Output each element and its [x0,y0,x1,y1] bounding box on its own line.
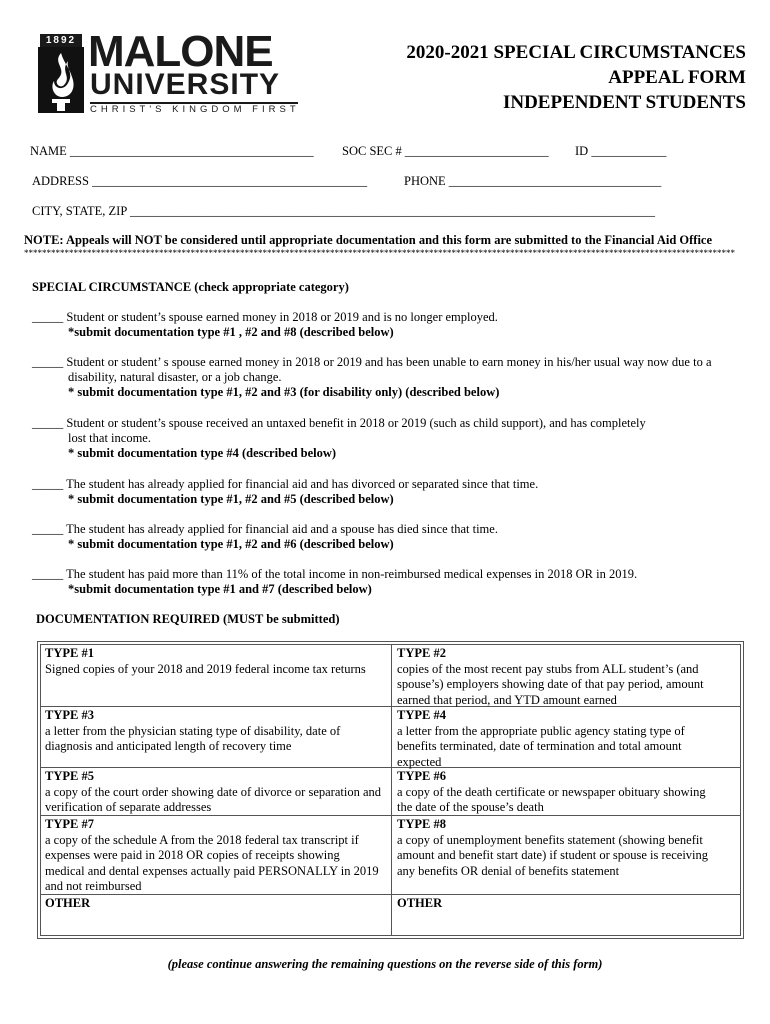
option-documentation: * submit documentation type #1, #2 and #6 (described below) [68,537,394,551]
continue-note: (please continue answering the remaining questions on the reverse side of this form) [167,957,603,971]
doc-type-text: Signed copies of your 2018 and 2019 federal income tax returns [45,661,366,676]
doc-type-text: verification of separate addresses [45,800,212,814]
torch-icon [38,47,84,113]
doc-type-text: any benefits OR denial of benefits statement [397,863,620,878]
option-text: _____ Student or student’s spouse earned money in 2018 or 2019 and is no longer employed. [32,310,498,324]
option-text: _____ The student has already applied for financial aid and a spouse has died since that time. [32,522,498,536]
option-documentation: * submit documentation type #4 (described below) [68,446,337,460]
doc-type-label: TYPE #4 [397,708,446,722]
table-row-divider [41,706,391,707]
documentation-table [37,641,744,939]
doc-type-text: benefits terminated, date of termination and total amount [397,739,682,753]
doc-type-label: TYPE #1 [45,646,94,660]
option-documentation: * submit documentation type #1, #2 and #3 (for disability only) (described below) [68,385,500,399]
doc-type-label: TYPE #8 [397,817,446,831]
doc-type-label: TYPE #5 [45,769,94,783]
doc-type-5 [45,769,389,816]
logo-tagline: CHRIST'S KINGDOM FIRST [90,104,300,115]
doc-type-6 [397,769,737,816]
doc-type-text: a letter from the physician stating type of disability, date of [45,723,341,738]
doc-type-text: expected [397,754,442,769]
doc-type-text: and not reimbursed [45,879,142,893]
special-circumstance-heading: SPECIAL CIRCUMSTANCE (check appropriate category) [32,280,349,294]
logo-wordmark-university: UNIVERSITY [90,68,281,101]
city-state-zip-field[interactable]: CITY, STATE, ZIP ____________________________________________________________________________________ [32,204,655,218]
doc-type-label: TYPE #7 [45,817,94,831]
doc-type-text: copies of the most recent pay stubs from ALL student’s (and [397,661,699,676]
option-text: _____ The student has paid more than 11% of the total income in non-reimbursed medical expenses in 2018 OR in 2019. [32,567,638,581]
doc-type-text: medical and dental expenses actually paid PERSONALLY in 2019 [45,863,379,878]
option-unable-to-earn[interactable] [32,355,732,400]
form-title [406,40,746,115]
doc-type-label: OTHER [397,896,443,910]
doc-type-label: TYPE #6 [397,769,446,783]
doc-type-7 [45,817,389,895]
doc-type-other-right [397,896,737,912]
option-spouse-died[interactable] [32,522,732,552]
documentation-heading: DOCUMENTATION REQUIRED (MUST be submitted) [36,612,340,626]
option-text: _____ Student or student’ s spouse earned money in 2018 or 2019 and has been unable to earn money in his/her usual way now due to a [32,355,712,369]
phone-field[interactable]: PHONE __________________________________ [404,174,662,188]
option-documentation: *submit documentation type #1 , #2 and #8 (described below) [68,325,394,339]
submission-note: NOTE: Appeals will NOT be considered until appropriate documentation and this form are submitted to the Financial Aid Office [24,233,713,247]
doc-type-label: OTHER [45,896,91,910]
doc-type-label: TYPE #2 [397,646,446,660]
option-text: disability, natural disaster, or a job change. [68,370,282,384]
doc-type-2 [397,646,737,708]
address-field[interactable]: ADDRESS ____________________________________________ [32,174,368,188]
logo-year: 1892 [40,34,82,47]
soc-sec-field[interactable]: SOC SEC # _______________________ [342,144,549,158]
doc-type-8 [397,817,737,879]
doc-type-text: expenses were paid in 2018 OR copies of receipts showing [45,848,340,862]
doc-type-text: a copy of unemployment benefits statement (showing benefit [397,832,703,847]
option-text: _____ The student has already applied for financial aid and has divorced or separated since that time. [32,477,539,491]
option-medical-expenses[interactable] [32,567,732,597]
logo-wordmark-malone: MALONE [88,27,273,76]
table-column-divider [391,645,392,935]
option-documentation: * submit documentation type #1, #2 and #5 (described below) [68,492,394,506]
doc-type-text: diagnosis and anticipated length of recovery time [45,739,292,753]
doc-type-text: a copy of the court order showing date of divorce or separation and [45,784,381,799]
option-text: lost that income. [68,431,151,445]
name-field[interactable]: NAME _______________________________________ [30,144,314,158]
option-documentation: *submit documentation type #1 and #7 (described below) [68,582,372,596]
university-logo [38,27,300,120]
option-untaxed-benefit[interactable] [32,416,732,461]
doc-type-other-left [45,896,389,912]
doc-type-text: a letter from the appropriate public agency stating type of [397,723,685,738]
doc-type-text: a copy of the schedule A from the 2018 federal tax transcript if [45,832,359,847]
doc-type-text: a copy of the death certificate or newspaper obituary showing [397,784,706,799]
doc-type-text: earned that period, and YTD amount earned [397,692,617,707]
doc-type-1 [45,646,389,677]
separator-stars: ************************************************************************************************************************************************************** [24,248,735,258]
doc-type-text: spouse’s) employers showing date of that pay period, amount [397,677,704,691]
doc-type-label: TYPE #3 [45,708,94,722]
title-line-2: APPEAL FORM [608,67,746,88]
doc-type-text: amount and benefit start date) if student or spouse is receiving [397,848,709,862]
option-divorced-separated[interactable] [32,477,732,507]
option-text: _____ Student or student’s spouse received an untaxed benefit in 2018 or 2019 (such as child support), and has completely [32,416,646,430]
title-line-1: 2020-2021 SPECIAL CIRCUMSTANCES [406,42,746,63]
option-no-longer-employed[interactable] [32,310,732,340]
doc-type-3 [45,708,389,755]
table-inner-border [40,644,741,936]
doc-type-4 [397,708,737,770]
title-line-3: INDEPENDENT STUDENTS [502,92,746,113]
id-field[interactable]: ID ____________ [575,144,667,158]
doc-type-text: the date of the spouse’s death [397,800,544,814]
